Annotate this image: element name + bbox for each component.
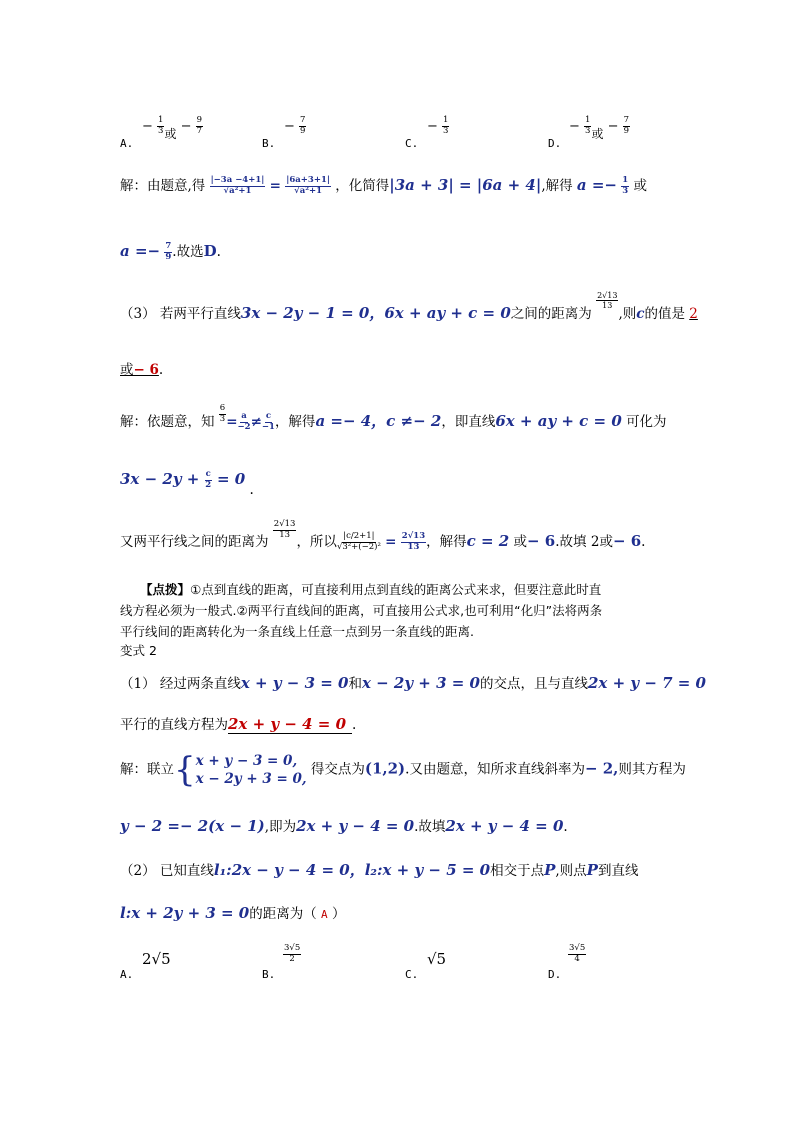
question-text: 已知直线 [159,863,214,879]
neg6b: − 6 [612,532,642,550]
line-1: x + y − 3 = 0 [240,674,349,692]
option-c-value[interactable]: √5 [427,950,447,968]
final-eq: 2x + y − 4 = 0 [445,817,564,835]
solution-text: ，即直线 [441,414,496,430]
fraction-left: $\frac{|-3a -4+1|}{\text{√a²+1}}$ [210,175,265,196]
line-eq2: 3x − 2y + [120,470,205,488]
paren-close: ） [331,906,346,922]
solution-prefix: 解：联立 [120,761,174,778]
point-p: P [586,861,598,879]
answer-a: A [321,908,328,921]
select-text: .故选 [172,244,204,260]
solution-text: 可化为 [626,414,667,430]
answer-line: 2x + y − 4 = 0 [228,715,347,733]
line-eq2-end: = 0 [211,470,246,488]
or-text: 或 [120,362,134,378]
q2-solution-line1: 解：由题意,得 $\frac{|-3a -4+1|}{\text{√a²+1}}$ = $\frac{|6a+3+1|}{\text{√a²+1}}$ ，化简得|3a + 3| = |6a + 4|,解得 a =− $\frac{1}{3}$ 或 [120,175,647,196]
solution-text: .故填 [414,819,446,835]
or-text: 或 [633,178,647,194]
solution-prefix: 解：由题意,得 [120,178,206,194]
option-b-label: B. [262,137,276,150]
solution-text: 又两平行线之间的距离为 [120,534,269,550]
option-d-label: D. [548,137,562,150]
and-text: 和 [348,676,362,692]
line-3: 2x + y − 7 = 0 [587,674,706,692]
solution-prefix: 解：依题意，知 [120,414,215,430]
period: . [158,362,164,378]
variant-title: 变式 2 [120,643,157,658]
q3-question-line1: （3） 若两平行直线3x − 2y − 1 = 0，6x + ay + c = 0之间的距离为 $\frac{2√13}{13}$ ,则c的值是 2 [120,290,698,322]
parallel-lines: 3x − 2y − 1 = 0，6x + ay + c = 0 [240,304,511,322]
note-line3: 平行线间的距离转化为一条直线上任意一点到另一条直线的距离. [120,624,474,639]
option-c-value[interactable]: − $\frac{1}{3}$ [427,115,449,136]
answer-d: D [203,242,217,260]
option-a-value[interactable]: 2√5 [142,950,171,968]
q3-solution-line1: 解：依题意，知 $\frac{6}{3}$ = $\frac{a}{-2}$ ≠ $\frac{c}{-1}$ ，解得a =− 4，c ≠− 2，即直线6x + ay + c = 0 可化为 [120,403,667,432]
question-text: 经过两条直线 [159,676,241,692]
option-c-label: C. [405,137,419,150]
solution-text: 得交点为 [310,761,365,778]
solution-text: ，解得 [274,414,316,430]
v1-solution-line2 [120,815,568,835]
neg6: − 6 [527,532,556,550]
question-text: 的交点，且与直线 [479,676,588,692]
period: . [249,482,254,498]
v1-question-line2 [120,713,356,734]
note-line1 [140,580,601,598]
option-b-value[interactable]: $\frac{3√5}{2}$ [284,943,301,964]
fill-2: 2 [590,534,600,550]
question-number: （2） [120,863,156,879]
point-slope-eq: y − 2 =− 2(x − 1) [120,817,265,835]
solution-text: ，解得 [426,534,467,550]
solution-text: .故填 [555,534,587,550]
question-number: （3） [120,306,156,322]
system-eq1: x + y − 3 = 0, [195,753,298,769]
option-a-label: A. [120,137,134,150]
solution-text: ,解得 [541,178,573,194]
answer-2: 2 [689,306,698,322]
v1-solution-line1: 解：联立{ x + y − 3 = 0, x − 2y + 3 = 0, 得交点为(1,2).又由题意，知所求直线斜率为− 2,则其方程为 [120,750,686,791]
note-line2: 线方程必须为一般式.②两平行直线间的距离，可直接用公式求,也可利用“化归”法将两条 [120,603,603,618]
period: . [563,819,568,835]
question-text: 的值是 [644,306,685,322]
or-text: 或 [599,534,613,550]
option-c-label: C. [405,968,419,981]
q3-solution-line3: 又两平行线之间的距离为 $\frac{2√13}{13}$ ，所以 $\frac{|c/2+1|}{\text{√3²+(−2)²}}$ = $\frac{2√13}{13}$ ，解得c = 2 或− 6.故填 2或− 6. [120,519,646,552]
note-title: 【点拨】 [140,582,191,597]
fraction-right: $\frac{|6a+3+1|}{\text{√a²+1}}$ [286,175,330,196]
var-c: c [636,306,645,322]
or-text: 或 [513,534,528,550]
v2-question-line1 [120,859,638,880]
solution-text: .又由题意，知所求直线斜率为 [405,761,585,778]
general-eq: 2x + y − 4 = 0 [296,817,415,835]
q3-solution-line2: 3x − 2y + $\frac{c}{2}$ = 0 . [120,469,254,498]
option-d-label: D. [548,968,562,981]
period: . [352,717,357,733]
period: . [216,244,221,260]
lines-l1-l2: l₁:2x − y − 4 = 0，l₂:x + y − 5 = 0 [213,861,491,879]
question-text: 平行的直线方程为 [120,717,228,733]
question-text: 的距离为（ [249,906,317,922]
solution-text: 则其方程为 [618,761,686,778]
question-text: 之间的距离为 [510,306,592,322]
intersection-point: (1,2) [364,759,406,778]
v1-question-line1 [120,672,706,692]
solution-text: ,即为 [264,819,297,835]
question-text: 到直线 [597,863,639,879]
option-b-label: B. [262,968,276,981]
question-text: ,则点 [555,863,587,879]
q2-solution-line2: a =− $\frac{7}{9}$ .故选D. [120,241,221,262]
period: . [641,534,646,550]
line-2: x − 2y + 3 = 0 [361,674,480,692]
v2-question-line2 [120,902,345,922]
option-d-value[interactable]: − $\frac{1}{3}$ 或 − $\frac{7}{9}$ [569,115,630,141]
abs-equation: |3a + 3| = |6a + 4| [389,176,542,194]
slope-value: − 2, [584,759,619,778]
question-text: 若两平行直线 [159,306,241,322]
option-a-value[interactable]: − $\frac{1}{3}$ 或 − $\frac{9}{7}$ [142,115,203,141]
option-a-label: A. [120,968,134,981]
note-text: ①点到直线的距离，可直接利用点到直线的距离公式来求，但要注意此时直 [190,582,602,597]
option-d-value[interactable]: $\frac{3√5}{4}$ [569,943,586,964]
q3-question-line2 [120,358,163,378]
line-eq: 6x + ay + c = 0 [495,412,622,430]
system-eq2: x − 2y + 3 = 0, [195,771,307,788]
point-p: P [544,861,556,879]
question-text: ,则 [618,306,637,322]
question-text: 相交于点 [490,863,545,879]
solved-values: a =− 4，c ≠− 2 [315,412,442,430]
answer-neg6: − 6 [133,362,159,378]
c-value: c = 2 [466,532,510,550]
equal-sign: = [385,534,397,550]
solution-text: ，化简得 [335,178,390,194]
line-l: l:x + 2y + 3 = 0 [120,904,250,922]
solution-text: ，所以 [296,534,337,550]
question-number: （1） [120,676,156,692]
option-b-value[interactable]: − $\frac{7}{9}$ [284,115,306,136]
